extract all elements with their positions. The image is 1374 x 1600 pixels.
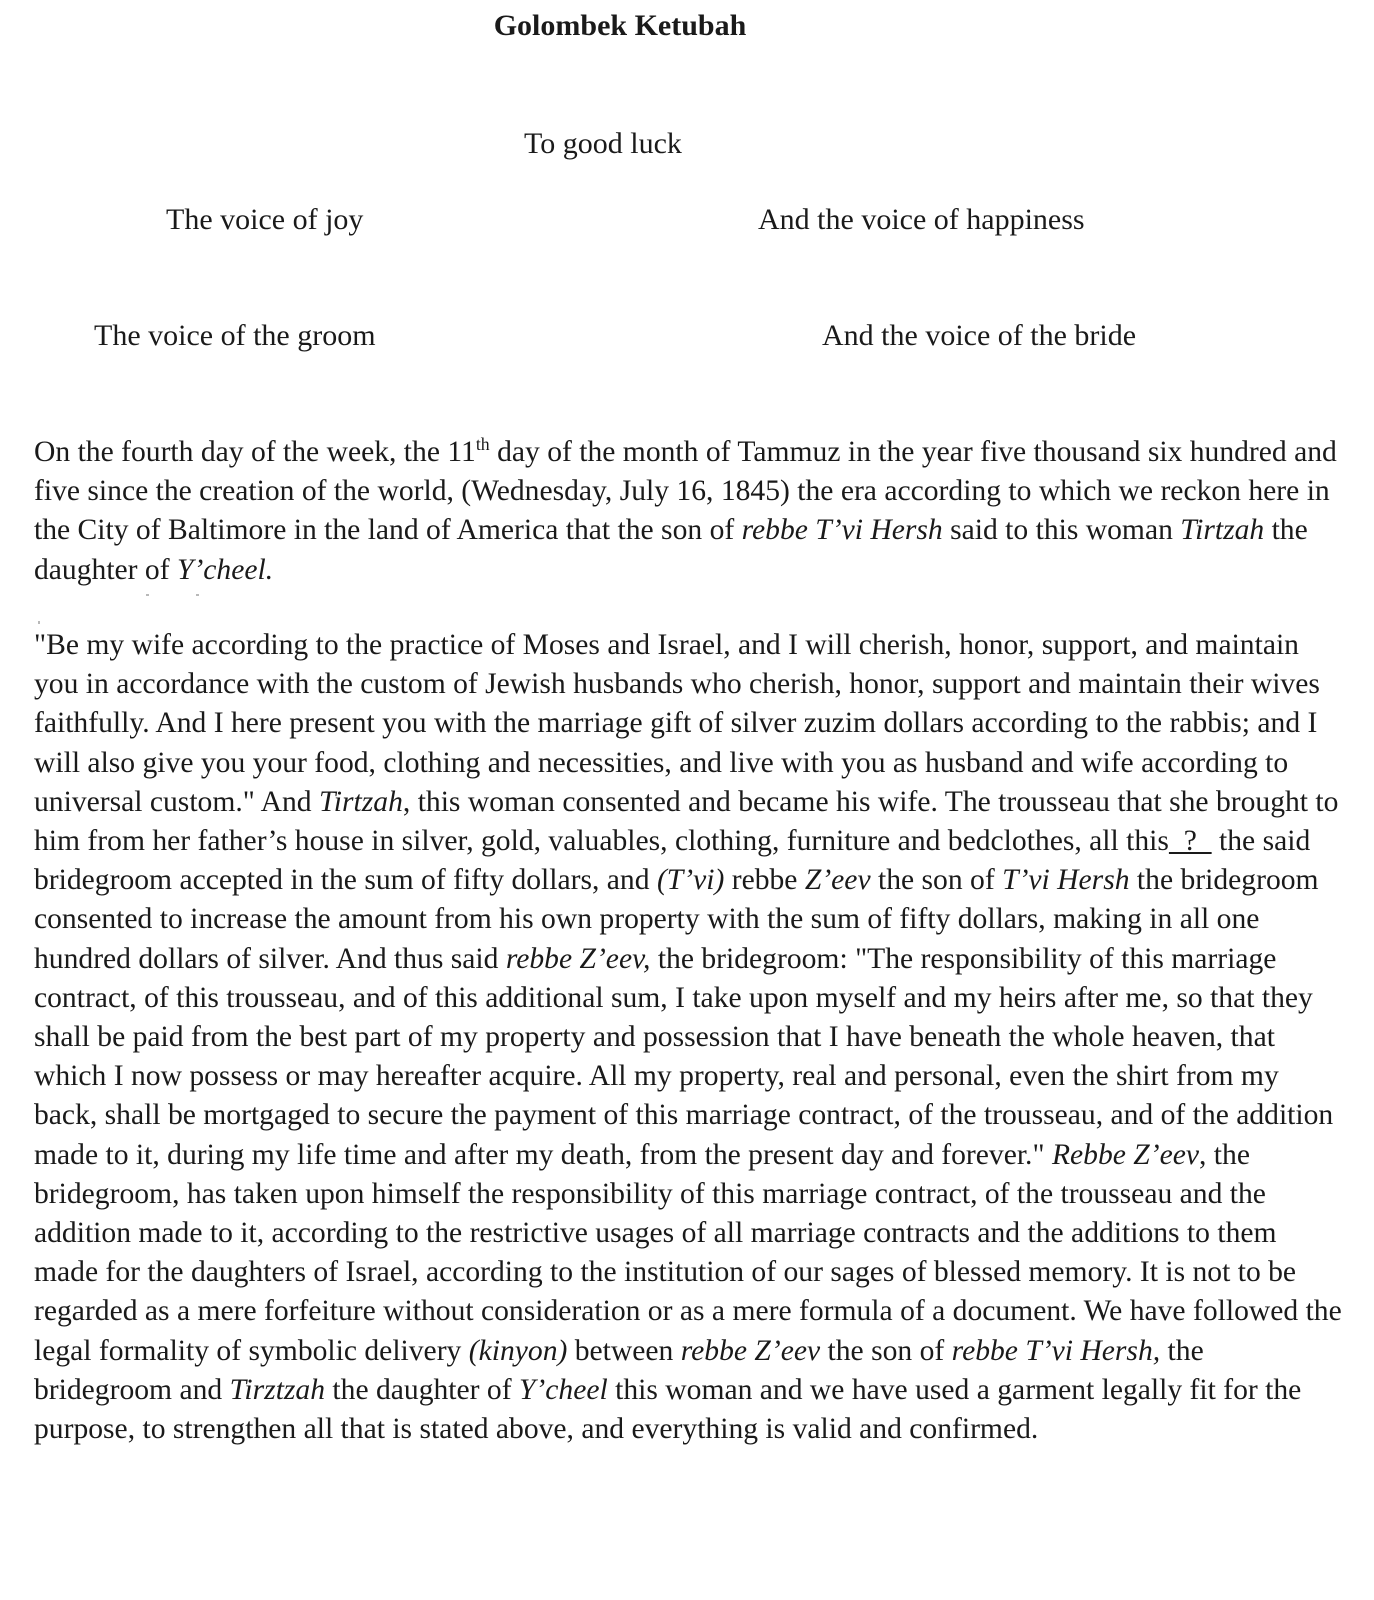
contract-paragraph: "Be my wife according to the practice of Moses and Israel, and I will cherish, honor, support, and maintain you in accordance with the custom of Jewish husbands who cherish, honor, support and maintain their wives faithfully. And I here present you with the marriage gift of silver zuzim dollars according to the rabbis; and I will also give you your food, clothing and necessities, and live with you as husband and wife according to universal custom." And Tirtzah, this woman consented and became his wife. The trousseau that she brought to him from her father’s house in silver, gold, valuables, clothing, furniture and bedclothes, all this ? the said bridegroom accepted in the sum of fifty dollars, and (T’vi) rebbe Z’eev the son of T’vi Hersh the bridegroom consented to increase the amount from his own property with the sum of fifty dollars, making in all one hundred dollars of silver. And thus said rebbe Z’eev, the bridegroom: "The responsibility of this marriage contract, of this trousseau, and of this additional sum, I take upon myself and my heirs after me, so that they shall be paid from the best part of my property and possession that I have beneath the whole heaven, that which I now possess or may hereafter acquire. All my property, real and personal, even the shirt from my back, shall be mortgaged to secure the payment of this marriage contract, of the trousseau, and of the addition made to it, during my life time and after my death, from the present day and forever." Rebbe Z’eev, the bridegroom, has taken upon himself the responsibility of this marriage contract, of the trousseau and the addition made to it, according to the restrictive usages of all marriage contracts and the additions to them made for the daughters of Israel, according to the institution of our sages of blessed memory. It is not to be regarded as a mere forfeiture without consideration or as a mere formula of a document. We have followed the legal formality of symbolic delivery (kinyon) between rebbe Z’eev the son of rebbe T’vi Hersh, the bridegroom and Tirztzah the daughter of Y’cheel this woman and we have used a garment legally fit for the purpose, to strengthen all that is stated above, and everything is valid and confirmed. (34, 629, 1342, 1446)
scan-speck (38, 621, 40, 624)
voice-of-joy: The voice of joy (166, 203, 364, 236)
good-luck-line: To good luck (524, 127, 682, 160)
voice-of-happiness: And the voice of happiness (758, 203, 1085, 236)
scan-speck (196, 594, 199, 596)
voice-of-groom: The voice of the groom (94, 319, 376, 352)
scan-speck (146, 594, 149, 596)
opening-paragraph: On the fourth day of the week, the 11th day of the month of Tammuz in the year five thousand six hundred and five since the creation of the world, (Wednesday, July 16, 1845) the era according to which we reckon here in the City of Baltimore in the land of America that the son of rebbe T’vi Hersh said to this woman Tirtzah the daughter of Y’cheel. (34, 434, 1337, 586)
document-title: Golombek Ketubah (493, 9, 747, 42)
unknown-word-blank: ? (1168, 825, 1212, 858)
voice-of-bride: And the voice of the bride (822, 319, 1137, 352)
